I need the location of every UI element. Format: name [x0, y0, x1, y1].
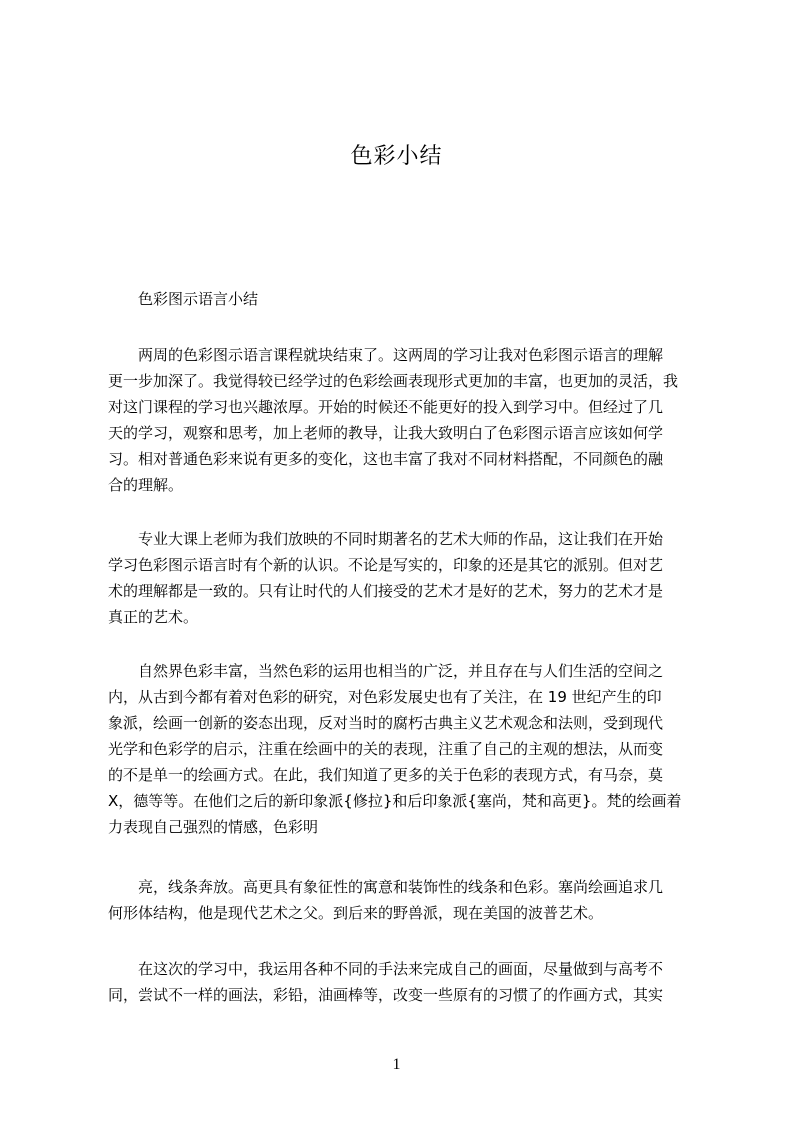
paragraph-line: 术的理解都是一致的。只有让时代的人们接受的艺术才是好的艺术，努力的艺术才是 [108, 582, 664, 600]
paragraph-line: 习。相对普通色彩来说有更多的变化，这也丰富了我对不同材料搭配，不同颜色的融 [108, 450, 664, 468]
paragraph-line: 的不是单一的绘画方式。在此，我们知道了更多的关于色彩的表现方式，有马奈，莫 [108, 766, 664, 784]
paragraph-line: 同，尝试不一样的画法，彩铅，油画棒等，改变一些原有的习惯了的作画方式，其实 [108, 986, 664, 1004]
paragraph-line: 对这门课程的学习也兴趣浓厚。开始的时候还不能更好的投入到学习中。但经过了几 [108, 398, 664, 416]
paragraph-line: 学习色彩图示语言时有个新的认识。不论是写实的，印象的还是其它的派别。但对艺 [108, 556, 664, 574]
paragraph-line: 力表现自己强烈的情感，色彩明 [108, 818, 319, 836]
section-subtitle: 色彩图示语言小结 [138, 290, 259, 308]
paragraph-line: 在这次的学习中，我运用各种不同的手法来完成自己的画面，尽量做到与高考不 [138, 960, 664, 978]
page-number: 1 [392, 1056, 401, 1073]
page-title: 色彩小结 [350, 144, 443, 169]
paragraph-line: 象派，绘画一创新的姿态出现，反对当时的腐朽古典主义艺术观念和法则，受到现代 [108, 714, 664, 732]
paragraph-line: X，德等等。在他们之后的新印象派{修拉}和后印象派{塞尚，梵和高更}。梵的绘画着 [108, 792, 682, 810]
paragraph-line: 两周的色彩图示语言课程就块结束了。这两周的学习让我对色彩图示语言的理解 [138, 346, 664, 364]
paragraph-line: 内，从古到今都有着对色彩的研究，对色彩发展史也有了关注，在 19 世纪产生的印 [108, 688, 662, 706]
paragraph-line: 亮，线条奔放。高更具有象征性的寓意和装饰性的线条和色彩。塞尚绘画追求几 [138, 878, 664, 896]
paragraph-line: 光学和色彩学的启示，注重在绘画中的关的表现，注重了自己的主观的想法，从而变 [108, 740, 664, 758]
paragraph-line: 真正的艺术。 [108, 608, 199, 626]
paragraph-line: 自然界色彩丰富，当然色彩的运用也相当的广泛，并且存在与人们生活的空间之 [138, 662, 664, 680]
paragraph-line: 更一步加深了。我觉得较已经学过的色彩绘画表现形式更加的丰富，也更加的灵活，我 [108, 372, 679, 390]
paragraph-line: 何形体结构，他是现代艺术之父。到后来的野兽派，现在美国的波普艺术。 [108, 904, 604, 922]
paragraph-line: 合的理解。 [108, 476, 184, 494]
paragraph-line: 天的学习，观察和思考，加上老师的教导，让我大致明白了色彩图示语言应该如何学 [108, 424, 664, 442]
paragraph-line: 专业大课上老师为我们放映的不同时期著名的艺术大师的作品，这让我们在开始 [138, 530, 664, 548]
